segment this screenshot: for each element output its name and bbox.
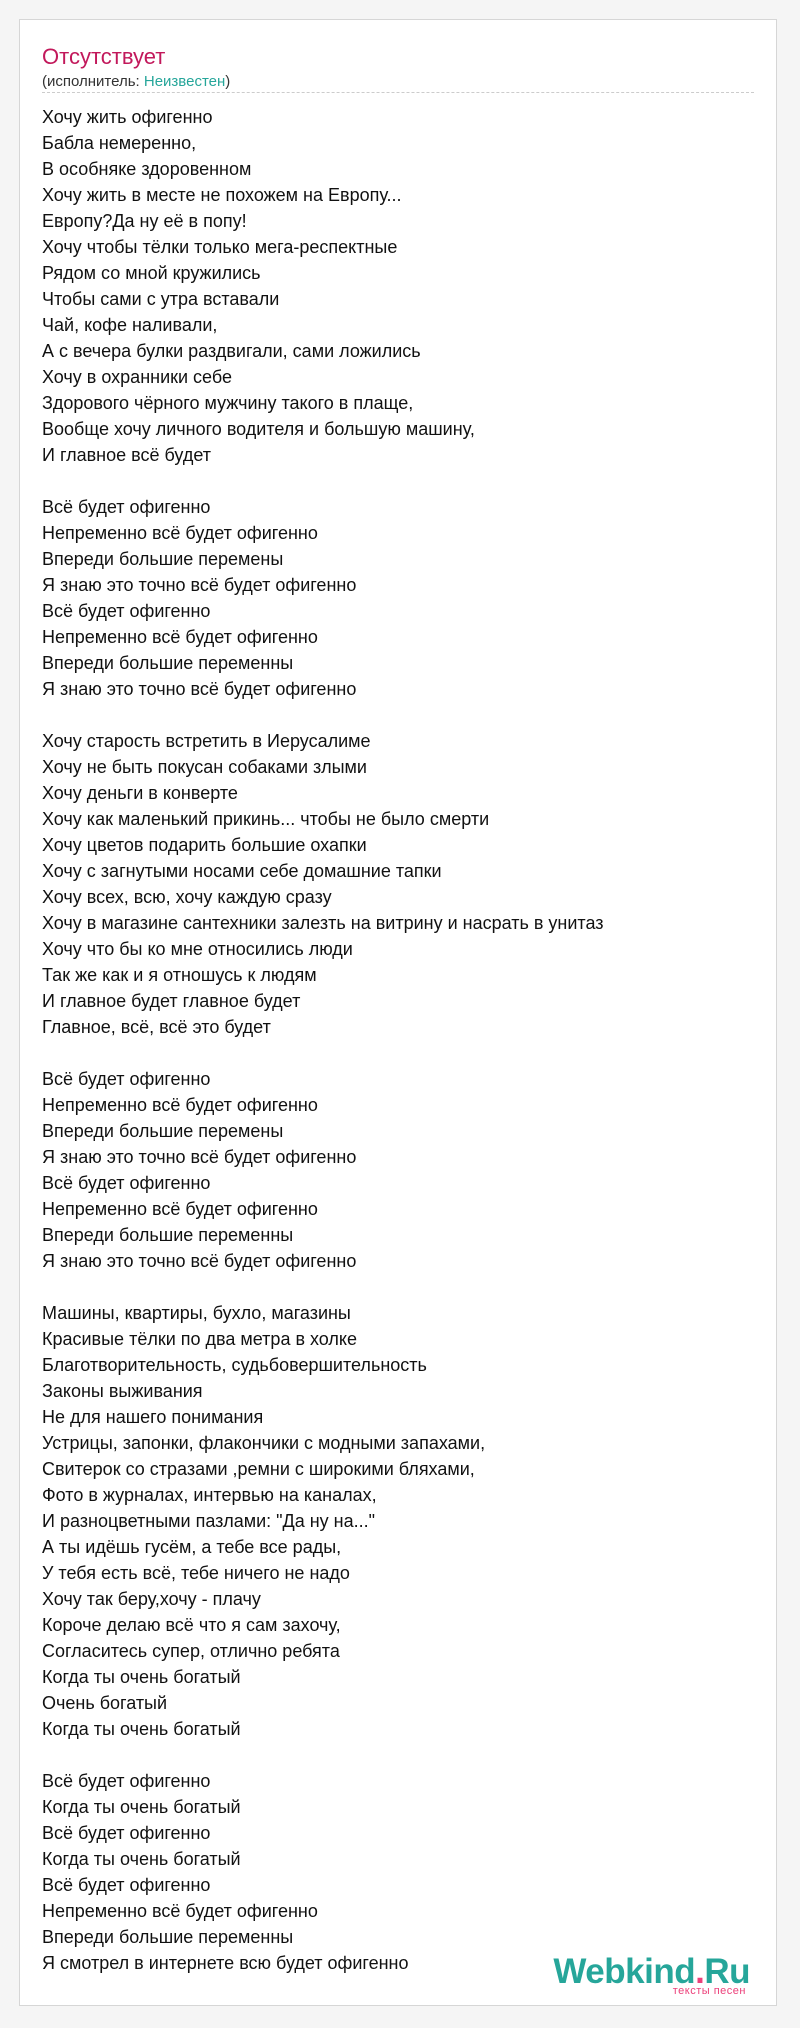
lyric-line: Непременно всё будет офигенно bbox=[42, 1095, 318, 1115]
lyric-line: Машины, квартиры, бухло, магазины bbox=[42, 1303, 351, 1323]
song-header bbox=[42, 44, 754, 91]
lyric-line: Я знаю это точно всё будет офигенно bbox=[42, 1147, 357, 1167]
lyric-line: Впереди большие перемены bbox=[42, 1121, 284, 1141]
lyric-line: Благотворительность, судьбовершительность bbox=[42, 1355, 427, 1375]
lyric-line: И разноцветными пазлами: "Да ну на..." bbox=[42, 1511, 376, 1531]
lyric-line: Непременно всё будет офигенно bbox=[42, 627, 318, 647]
lyric-line: Европу?Да ну её в попу! bbox=[42, 211, 247, 231]
lyric-line: Устрицы, запонки, флакончики с модными запахами, bbox=[42, 1433, 486, 1453]
lyrics-text bbox=[42, 104, 754, 2002]
lyric-line: Непременно всё будет офигенно bbox=[42, 523, 318, 543]
lyric-line: Здорового чёрного мужчину такого в плаще, bbox=[42, 393, 414, 413]
lyric-line: Свитерок со стразами ,ремни с широкими бляхами, bbox=[42, 1459, 475, 1479]
lyric-line: Впереди большие переменны bbox=[42, 1225, 294, 1245]
lyric-line: Чтобы сами с утра вставали bbox=[42, 289, 280, 309]
site-logo[interactable] bbox=[520, 1953, 750, 1997]
lyric-line: Хочу в охранники себе bbox=[42, 367, 232, 387]
lyric-line: Впереди большие перемены bbox=[42, 549, 284, 569]
lyric-line: Впереди большие переменны bbox=[42, 1927, 294, 1947]
lyric-line: И главное будет главное будет bbox=[42, 991, 301, 1011]
lyric-line: Хочу всех, всю, хочу каждую сразу bbox=[42, 887, 332, 907]
lyric-line: Главное, всё, всё это будет bbox=[42, 1017, 271, 1037]
artist-prefix: (исполнитель: bbox=[42, 73, 144, 90]
lyric-line: Я смотрел в интернете всю будет офигенно bbox=[42, 1953, 409, 1973]
lyric-line: Фото в журналах, интервью на каналах, bbox=[42, 1485, 377, 1505]
lyric-line: Всё будет офигенно bbox=[42, 1173, 211, 1193]
artist-line bbox=[42, 73, 754, 91]
lyric-line: Хочу в магазине сантехники залезть на витрину и насрать в унитаз bbox=[42, 913, 604, 933]
lyric-line: Законы выживания bbox=[42, 1381, 203, 1401]
logo-dot-text: . bbox=[695, 1952, 705, 1991]
lyric-line: Хочу что бы ко мне относились люди bbox=[42, 939, 353, 959]
lyric-line: Хочу не быть покусан собаками злыми bbox=[42, 757, 367, 777]
lyric-line: Я знаю это точно всё будет офигенно bbox=[42, 679, 357, 699]
lyric-line: Я знаю это точно всё будет офигенно bbox=[42, 575, 357, 595]
lyric-line: Когда ты очень богатый bbox=[42, 1849, 241, 1869]
lyrics-stanza bbox=[42, 1066, 754, 1274]
lyric-line: Когда ты очень богатый bbox=[42, 1667, 241, 1687]
lyric-line: Согласитесь супер, отлично ребята bbox=[42, 1641, 340, 1661]
lyric-line: Всё будет офигенно bbox=[42, 601, 211, 621]
lyric-line: Всё будет офигенно bbox=[42, 1069, 211, 1089]
lyric-line: Непременно всё будет офигенно bbox=[42, 1199, 318, 1219]
lyrics-stanza bbox=[42, 1768, 754, 1976]
lyric-line: Непременно всё будет офигенно bbox=[42, 1901, 318, 1921]
lyric-line: А с вечера булки раздвигали, сами ложились bbox=[42, 341, 421, 361]
logo-tagline: тексты песен bbox=[672, 1985, 746, 1997]
lyric-line: Когда ты очень богатый bbox=[42, 1719, 241, 1739]
lyric-line: Хочу как маленький прикинь... чтобы не было смерти bbox=[42, 809, 490, 829]
lyric-line: У тебя есть всё, тебе ничего не надо bbox=[42, 1563, 350, 1583]
lyrics-stanza bbox=[42, 1300, 754, 1742]
lyrics-card bbox=[19, 19, 777, 2006]
lyric-line: Хочу чтобы тёлки только мега-респектные bbox=[42, 237, 398, 257]
artist-suffix: ) bbox=[225, 73, 231, 90]
lyric-line: Хочу так беру,хочу - плачу bbox=[42, 1589, 261, 1609]
lyric-line: Всё будет офигенно bbox=[42, 1823, 211, 1843]
lyric-line: А ты идёшь гусём, а тебе все рады, bbox=[42, 1537, 342, 1557]
lyric-line: Когда ты очень богатый bbox=[42, 1797, 241, 1817]
lyric-line: Хочу жить в месте не похожем на Европу... bbox=[42, 185, 402, 205]
lyric-line: Хочу цветов подарить большие охапки bbox=[42, 835, 367, 855]
lyric-line: Чай, кофе наливали, bbox=[42, 315, 218, 335]
lyric-line: Красивые тёлки по два метра в холке bbox=[42, 1329, 358, 1349]
lyrics-stanza bbox=[42, 104, 754, 468]
song-title: Отсутствует bbox=[42, 44, 166, 69]
logo-web-text: Webkind bbox=[553, 1952, 696, 1991]
lyric-line: Вообще хочу личного водителя и большую машину, bbox=[42, 419, 475, 439]
lyric-line: Короче делаю всё что я сам захочу, bbox=[42, 1615, 341, 1635]
lyric-line: Хочу старость встретить в Иерусалиме bbox=[42, 731, 371, 751]
header-divider bbox=[42, 92, 754, 93]
lyric-line: Хочу с загнутыми носами себе домашние тапки bbox=[42, 861, 442, 881]
lyric-line: И главное всё будет bbox=[42, 445, 211, 465]
logo-ru-text: Ru bbox=[704, 1952, 750, 1991]
lyric-line: Не для нашего понимания bbox=[42, 1407, 264, 1427]
lyric-line: Впереди большие переменны bbox=[42, 653, 294, 673]
lyrics-stanza bbox=[42, 494, 754, 702]
lyric-line: Хочу жить офигенно bbox=[42, 107, 213, 127]
lyric-line: Очень богатый bbox=[42, 1693, 168, 1713]
lyric-line: Так же как и я отношусь к людям bbox=[42, 965, 317, 985]
lyric-line: Хочу деньги в конверте bbox=[42, 783, 238, 803]
lyric-line: Я знаю это точно всё будет офигенно bbox=[42, 1251, 357, 1271]
lyric-line: Всё будет офигенно bbox=[42, 497, 211, 517]
artist-link[interactable]: Неизвестен bbox=[143, 73, 226, 90]
lyric-line: В особняке здоровенном bbox=[42, 159, 252, 179]
lyric-line: Всё будет офигенно bbox=[42, 1771, 211, 1791]
lyric-line: Бабла немеренно, bbox=[42, 133, 197, 153]
lyric-line: Рядом со мной кружились bbox=[42, 263, 261, 283]
lyrics-stanza bbox=[42, 728, 754, 1040]
lyric-line: Всё будет офигенно bbox=[42, 1875, 211, 1895]
